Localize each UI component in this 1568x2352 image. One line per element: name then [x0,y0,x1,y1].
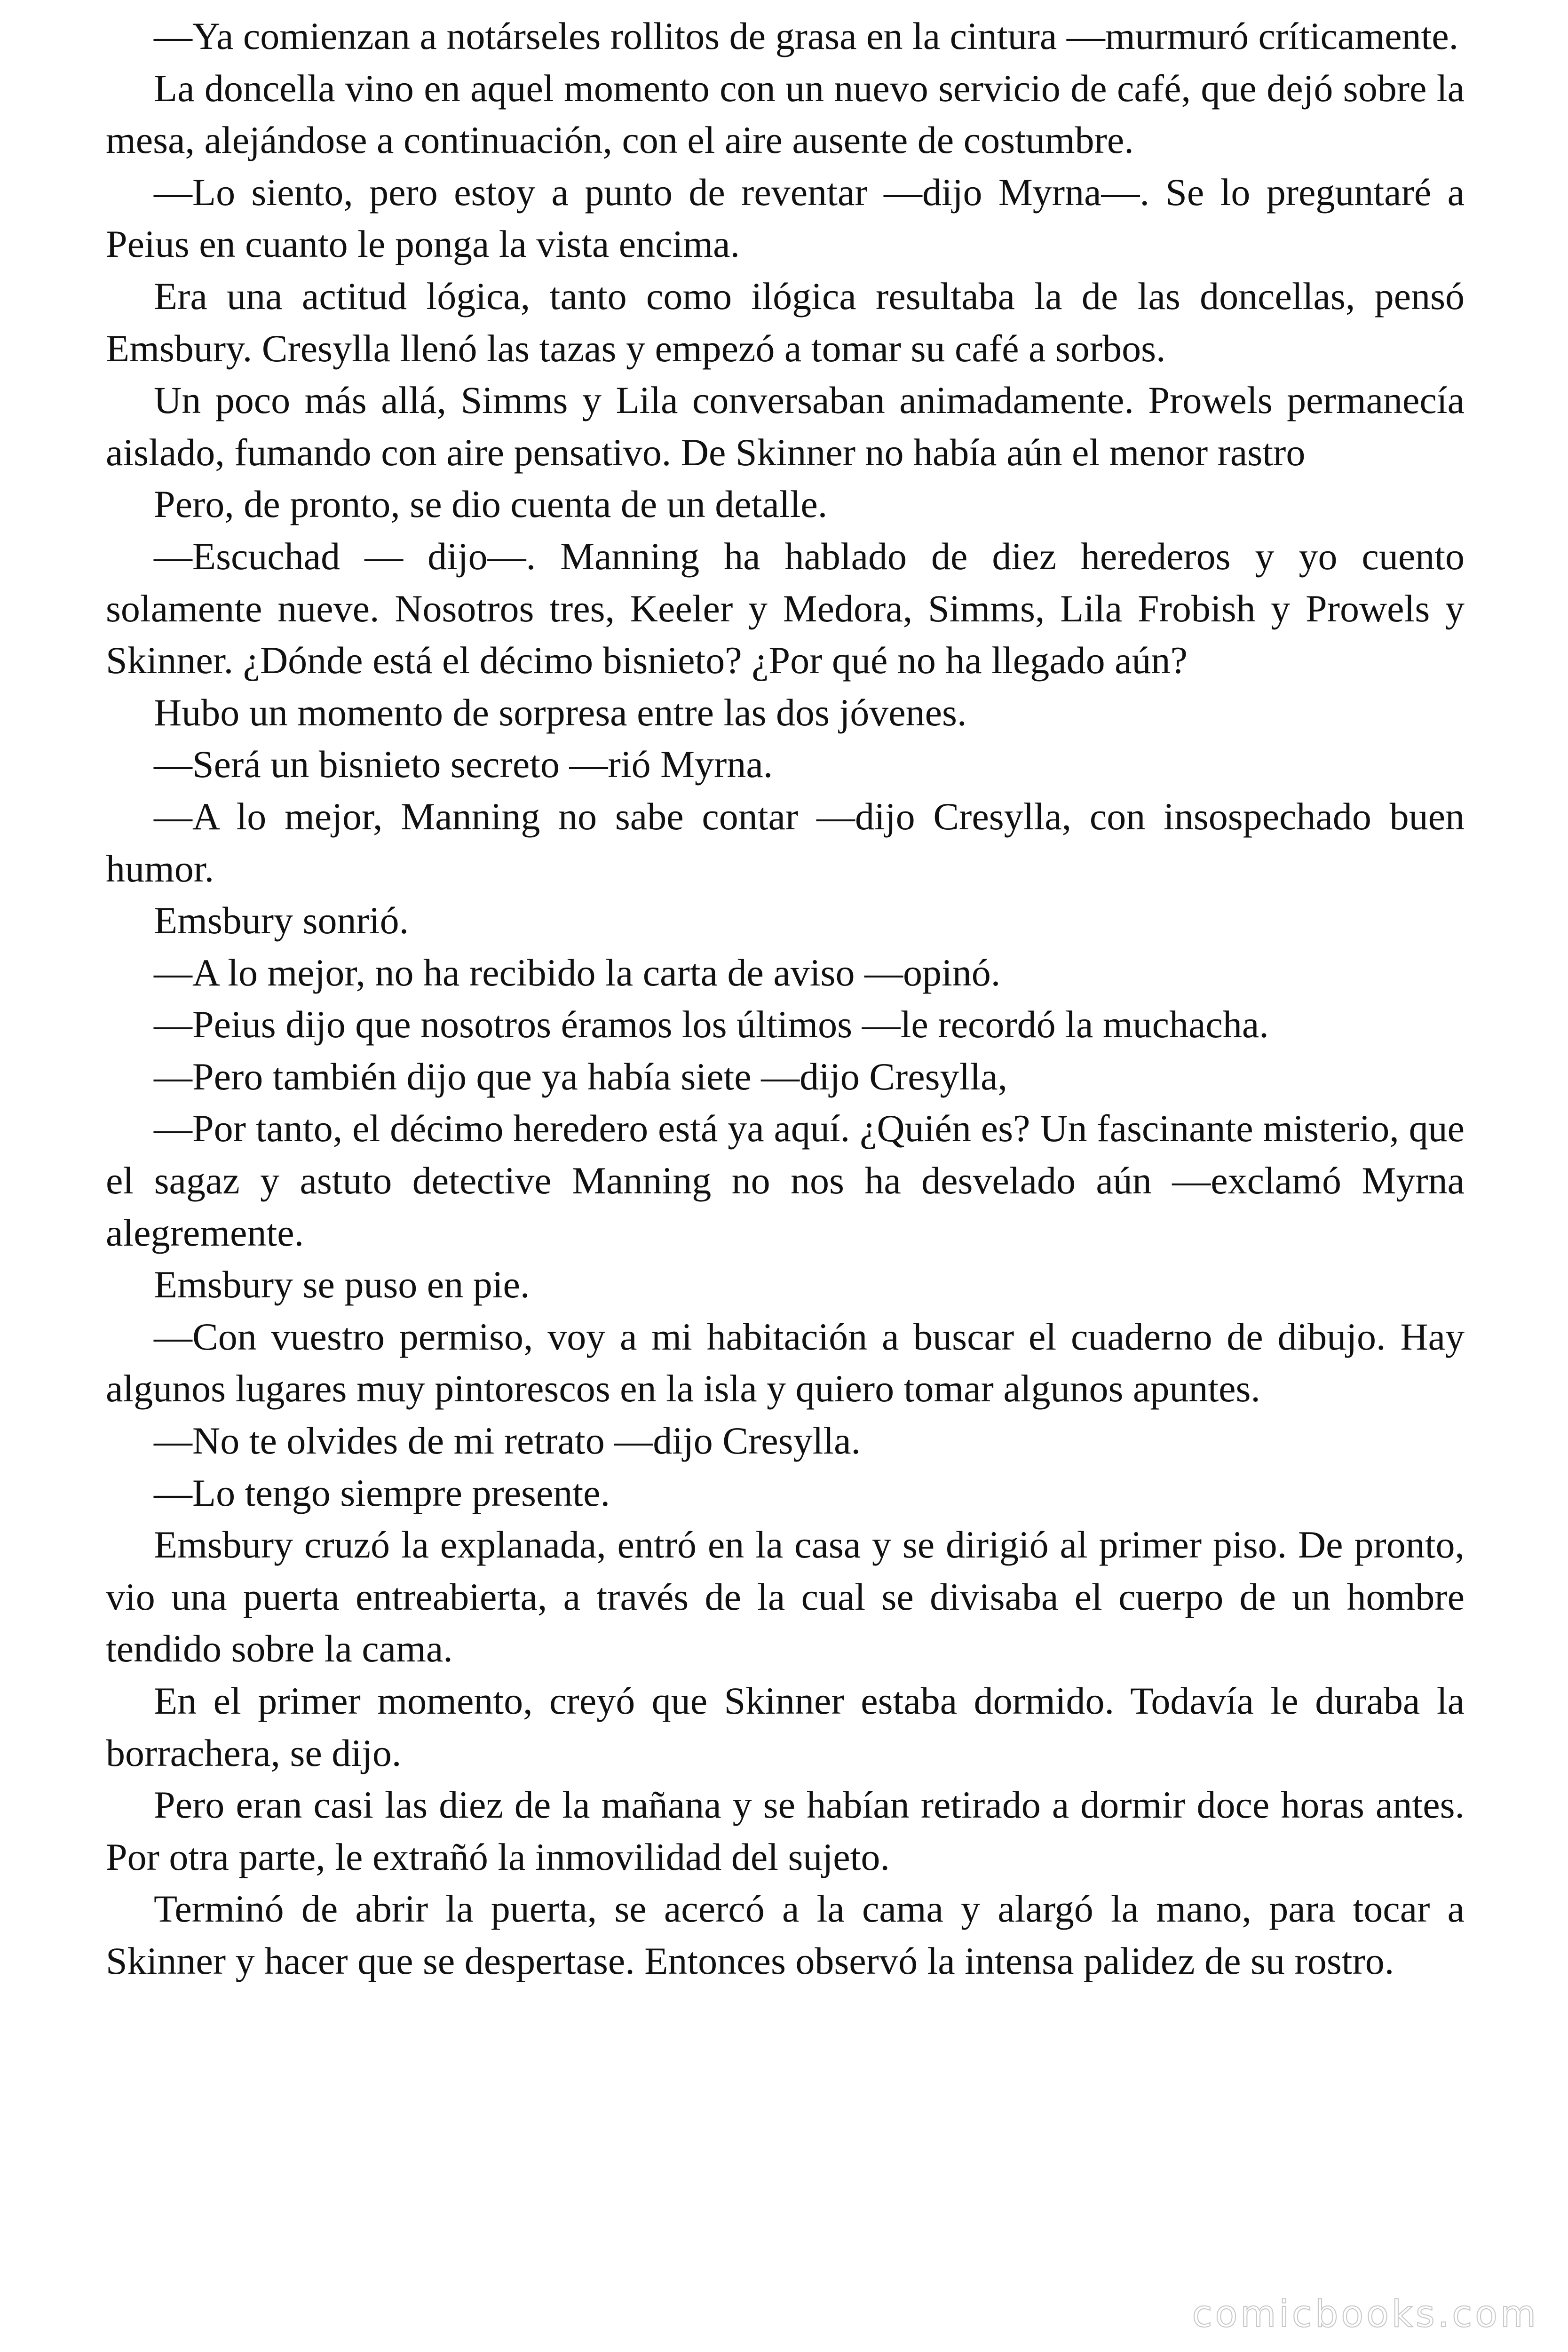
paragraph: Un poco más allá, Simms y Lila conversaban animadamente. Prowels permanecía aislado, fumando con aire pensativo. De Skinner no había aún el menor rastro [106,379,1465,474]
paragraph: —No te olvides de mi retrato —dijo Cresylla. [154,1419,861,1462]
paragraph: —Escuchad — dijo—. Manning ha hablado de diez herederos y yo cuento solamente nueve. Nosotros tres, Keeler y Medora, Simms, Lila Frobish y Prowels y Skinner. ¿Dónde está el décimo bisnieto? ¿Por qué no ha llegado aún? [106,534,1465,682]
paragraph: —Lo tengo siempre presente. [154,1471,610,1514]
paragraph: Terminó de abrir la puerta, se acercó a la cama y alargó la mano, para tocar a Skinner y hacer que se despertase. Entonces observó la intensa palidez de su rostro. [106,1887,1465,1982]
paragraph: Era una actitud lógica, tanto como ilógica resultaba la de las doncellas, pensó Emsbury. Cresylla llenó las tazas y empezó a tomar su café a sorbos. [106,274,1465,370]
paragraph: —Ya comienzan a notárseles rollitos de grasa en la cintura —murmuró críticamente. [154,15,1459,57]
paragraph: Emsbury se puso en pie. [154,1263,530,1306]
book-page-text [106,10,1465,1987]
paragraph: —Será un bisnieto secreto —rió Myrna. [154,743,773,786]
site-watermark: comicbooks.com [1192,2293,1539,2336]
paragraph: —Peius dijo que nosotros éramos los últimos —le recordó la muchacha. [154,1003,1269,1046]
paragraph: Pero eran casi las diez de la mañana y se habían retirado a dormir doce horas antes. Por otra parte, le extrañó la inmovilidad del sujeto. [106,1783,1465,1878]
paragraph: La doncella vino en aquel momento con un nuevo servicio de café, que dejó sobre la mesa, alejándose a continuación, con el aire ausente de costumbre. [106,66,1465,162]
paragraph: Hubo un momento de sorpresa entre las dos jóvenes. [154,691,967,734]
paragraph: En el primer momento, creyó que Skinner estaba dormido. Todavía le duraba la borrachera, se dijo. [106,1679,1465,1774]
paragraph: —Lo siento, pero estoy a punto de reventar —dijo Myrna—. Se lo preguntaré a Peius en cuanto le ponga la vista encima. [106,170,1465,266]
paragraph: Emsbury cruzó la explanada, entró en la casa y se dirigió al primer piso. De pronto, vio una puerta entreabierta, a través de la cual se divisaba el cuerpo de un hombre tendido sobre la cama. [106,1523,1465,1670]
paragraph: —Por tanto, el décimo heredero está ya aquí. ¿Quién es? Un fascinante misterio, que el sagaz y astuto detective Manning no nos ha desvelado aún —exclamó Myrna alegremente. [106,1107,1465,1254]
paragraph: Emsbury sonrió. [154,899,409,942]
paragraph: —Pero también dijo que ya había siete —dijo Cresylla, [154,1055,1007,1098]
paragraph: —A lo mejor, no ha recibido la carta de aviso —opinó. [154,951,1001,994]
paragraph: —Con vuestro permiso, voy a mi habitación a buscar el cuaderno de dibujo. Hay algunos lugares muy pintorescos en la isla y quiero tomar algunos apuntes. [106,1315,1465,1410]
paragraph: Pero, de pronto, se dio cuenta de un detalle. [154,483,828,526]
paragraph: —A lo mejor, Manning no sabe contar —dijo Cresylla, con insospechado buen humor. [106,795,1465,890]
